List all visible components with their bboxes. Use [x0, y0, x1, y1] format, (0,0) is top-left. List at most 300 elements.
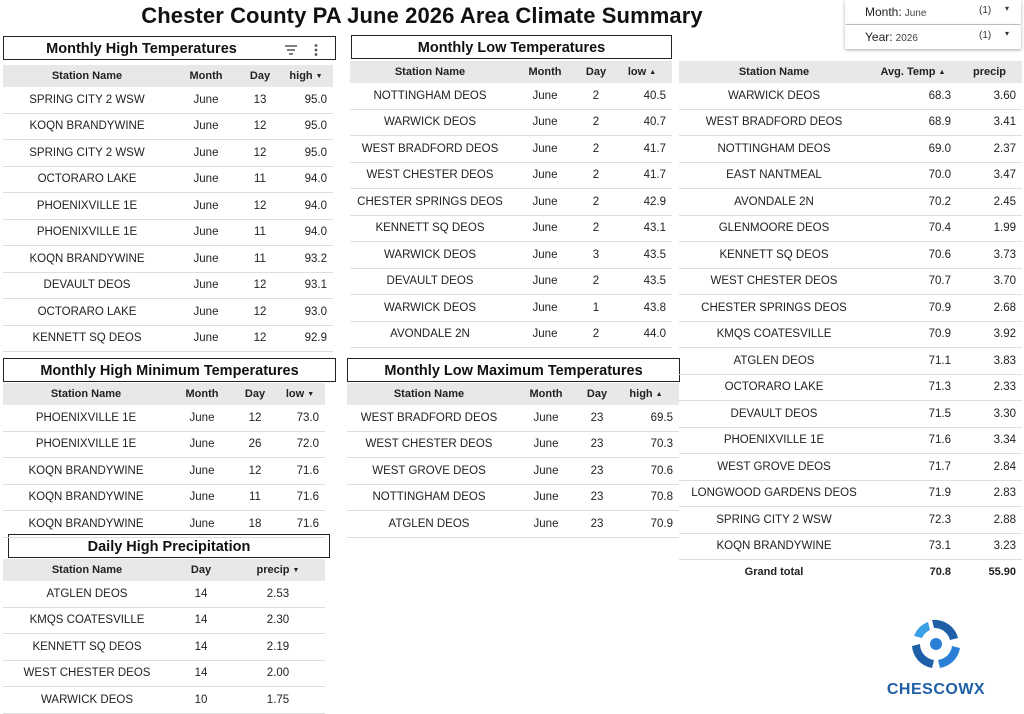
table-cell: 92.9: [279, 325, 333, 352]
table-cell: 12: [241, 140, 279, 167]
table-cell: 3.70: [957, 268, 1022, 295]
table-cell: KOQN BRANDYWINE: [3, 246, 171, 273]
table-row: [3, 484, 325, 511]
low-temps-header-row: [350, 61, 672, 83]
table-cell: ATGLEN DEOS: [679, 348, 869, 375]
low-max-col-station-name[interactable]: Station Name: [347, 383, 511, 405]
table-row: [347, 484, 679, 511]
table-cell: June: [169, 431, 235, 458]
table-cell: June: [171, 140, 241, 167]
high-temps-col-station-name[interactable]: Station Name: [3, 65, 171, 87]
table-cell: 93.2: [279, 246, 333, 273]
table-row: [679, 374, 1022, 401]
sort-descending-icon[interactable]: ▼: [307, 390, 315, 398]
table-cell: 14: [171, 634, 231, 661]
table-cell: 2: [580, 189, 612, 216]
table-cell: NOTTINGHAM DEOS: [679, 136, 869, 163]
table-cell: 94.0: [279, 166, 333, 193]
table-cell: 2.00: [231, 660, 325, 687]
table-row: [3, 272, 333, 299]
high-temps-col-high[interactable]: high ▼: [279, 65, 333, 87]
chevron-down-icon[interactable]: ▾: [1005, 29, 1010, 38]
table-cell: KOQN BRANDYWINE: [3, 511, 169, 538]
table-row: [350, 162, 672, 189]
table-cell: 71.7: [869, 454, 957, 481]
table-row: [3, 431, 325, 458]
month-filter[interactable]: [845, 0, 1021, 24]
table-cell: KOQN BRANDYWINE: [3, 484, 169, 511]
table-cell: 1.99: [957, 215, 1022, 242]
table-cell: 71.6: [275, 484, 325, 511]
table-cell: 43.5: [612, 268, 672, 295]
precip-header-row: [3, 559, 325, 581]
table-cell: DEVAULT DEOS: [3, 272, 171, 299]
table-cell: 71.5: [869, 401, 957, 428]
table-row: [679, 215, 1022, 242]
table-cell: 12: [241, 325, 279, 352]
avg-temps-col-precip[interactable]: precip: [957, 61, 1022, 83]
table-cell: 70.4: [869, 215, 957, 242]
year-filter-value: 2026: [895, 33, 918, 44]
avg-temps-header-row: [679, 61, 1022, 83]
year-filter-label: Year:: [865, 30, 893, 44]
table-cell: June: [510, 295, 580, 322]
table-cell: WARWICK DEOS: [350, 109, 510, 136]
sort-descending-icon[interactable]: ▼: [292, 566, 300, 574]
table-cell: June: [510, 136, 580, 163]
avg-temps-col-station-name[interactable]: Station Name: [679, 61, 869, 83]
table-cell: WARWICK DEOS: [679, 83, 869, 109]
table-cell: 23: [581, 484, 613, 511]
high-min-col-day[interactable]: Day: [235, 383, 275, 405]
table-cell: June: [511, 405, 581, 431]
table-row: [679, 109, 1022, 136]
table-cell: WARWICK DEOS: [350, 242, 510, 269]
month-filter-count: (1): [979, 5, 992, 16]
high-temps-title-box: [3, 36, 336, 60]
low-temps-table: [350, 61, 672, 348]
table-row: [3, 458, 325, 485]
table-cell: 12: [241, 113, 279, 140]
table-cell: KENNETT SQ DEOS: [679, 242, 869, 269]
table-cell: WEST CHESTER DEOS: [347, 431, 511, 458]
table-cell: 12: [241, 272, 279, 299]
table-row: [3, 113, 333, 140]
table-cell: WEST GROVE DEOS: [347, 458, 511, 485]
table-cell: KENNETT SQ DEOS: [350, 215, 510, 242]
table-cell: 12: [241, 193, 279, 220]
table-cell: 23: [581, 405, 613, 431]
table-cell: 70.2: [869, 189, 957, 216]
logo-text: CHESCOWX: [886, 681, 986, 698]
table-cell: 2: [580, 109, 612, 136]
table-cell: June: [511, 458, 581, 485]
table-row: [679, 507, 1022, 534]
table-cell: 10: [171, 687, 231, 714]
table-cell: PHOENIXVILLE 1E: [3, 405, 169, 431]
table-cell: 3.83: [957, 348, 1022, 375]
table-cell: 2.53: [231, 581, 325, 607]
table-cell: 11: [241, 219, 279, 246]
table-cell: 41.7: [612, 162, 672, 189]
table-cell: 70.3: [613, 431, 679, 458]
table-row: [350, 268, 672, 295]
low-temps-col-low[interactable]: low ▲: [612, 61, 672, 83]
table-cell: 23: [581, 458, 613, 485]
table-cell: 68.3: [869, 83, 957, 109]
table-cell: 2: [580, 268, 612, 295]
table-cell: 70.9: [869, 321, 957, 348]
precip-title-box: [8, 534, 330, 558]
chevron-down-icon[interactable]: ▾: [1005, 4, 1010, 13]
logo-swirl-icon: [880, 616, 992, 674]
table-cell: DEVAULT DEOS: [350, 268, 510, 295]
table-cell: 43.5: [612, 242, 672, 269]
table-cell: 2: [580, 321, 612, 348]
table-row: [679, 162, 1022, 189]
table-cell: 95.0: [279, 140, 333, 167]
grand-total-label: Grand total: [744, 566, 804, 578]
low-temps-title: Monthly Low Temperatures: [417, 40, 606, 56]
high-temps-col-day[interactable]: Day: [241, 65, 279, 87]
table-cell: 69.5: [613, 405, 679, 431]
table-row: [3, 219, 333, 246]
table-cell: 12: [235, 458, 275, 485]
table-cell: 2.19: [231, 634, 325, 661]
table-cell: 1: [580, 295, 612, 322]
low-temps-col-month[interactable]: Month: [510, 61, 580, 83]
table-cell: 2.33: [957, 374, 1022, 401]
table-cell: June: [171, 272, 241, 299]
table-cell: June: [510, 268, 580, 295]
table-row: [679, 454, 1022, 481]
table-cell: 2.68: [957, 295, 1022, 322]
table-cell: SPRING CITY 2 WSW: [3, 140, 171, 167]
table-cell: AVONDALE 2N: [350, 321, 510, 348]
table-cell: 2: [580, 83, 612, 109]
table-row: [350, 136, 672, 163]
low-max-title: Monthly Low Maximum Temperatures: [384, 363, 643, 379]
table-row: [350, 83, 672, 109]
table-cell: WEST CHESTER DEOS: [679, 268, 869, 295]
table-row: [3, 634, 325, 661]
high-min-col-low[interactable]: low ▼: [275, 383, 325, 405]
table-cell: 2: [580, 136, 612, 163]
table-cell: LONGWOOD GARDENS DEOS: [679, 480, 869, 507]
table-cell: 2.83: [957, 480, 1022, 507]
high-min-col-month[interactable]: Month: [169, 383, 235, 405]
table-cell: 12: [241, 299, 279, 326]
table-row: [350, 242, 672, 269]
table-cell: June: [171, 299, 241, 326]
table-cell: 26: [235, 431, 275, 458]
avg-temps-col-avg-temp[interactable]: Avg. Temp ▲: [869, 61, 957, 83]
low-temps-title-box: [351, 35, 672, 59]
precip-title: Daily High Precipitation: [87, 539, 251, 555]
table-cell: KENNETT SQ DEOS: [3, 634, 171, 661]
table-cell: June: [510, 242, 580, 269]
grand-total-precip: 55.90: [988, 566, 1016, 578]
table-cell: 70.6: [613, 458, 679, 485]
table-cell: 68.9: [869, 109, 957, 136]
high-temps-header-row: [3, 65, 333, 87]
table-cell: 3.23: [957, 533, 1022, 560]
table-cell: SPRING CITY 2 WSW: [3, 87, 171, 113]
month-filter-value: June: [904, 8, 927, 19]
table-cell: GLENMOORE DEOS: [679, 215, 869, 242]
table-cell: PHOENIXVILLE 1E: [3, 219, 171, 246]
table-row: [679, 480, 1022, 507]
table-cell: SPRING CITY 2 WSW: [679, 507, 869, 534]
table-cell: 70.9: [613, 511, 679, 538]
table-cell: 3.34: [957, 427, 1022, 454]
table-cell: WEST BRADFORD DEOS: [350, 136, 510, 163]
table-cell: 70.9: [869, 295, 957, 322]
table-row: [679, 348, 1022, 375]
table-cell: OCTORARO LAKE: [3, 299, 171, 326]
table-row: [3, 193, 333, 220]
table-cell: WEST CHESTER DEOS: [350, 162, 510, 189]
table-cell: 71.3: [869, 374, 957, 401]
table-cell: June: [169, 405, 235, 431]
table-cell: 3.30: [957, 401, 1022, 428]
table-cell: 70.7: [869, 268, 957, 295]
year-filter[interactable]: [845, 25, 1021, 49]
sort-descending-icon[interactable]: ▼: [315, 72, 323, 80]
table-cell: 94.0: [279, 193, 333, 220]
table-cell: KOQN BRANDYWINE: [3, 458, 169, 485]
table-cell: 14: [171, 581, 231, 607]
table-row: [3, 166, 333, 193]
table-cell: NOTTINGHAM DEOS: [350, 83, 510, 109]
table-row: [3, 581, 325, 607]
table-row: [347, 431, 679, 458]
table-cell: June: [169, 458, 235, 485]
table-cell: June: [171, 246, 241, 273]
table-row: [350, 189, 672, 216]
table-cell: 2.88: [957, 507, 1022, 534]
high-temps-title: Monthly High Temperatures: [46, 41, 237, 57]
table-cell: June: [171, 113, 241, 140]
table-cell: 71.6: [275, 511, 325, 538]
table-cell: ATGLEN DEOS: [347, 511, 511, 538]
table-row: [679, 321, 1022, 348]
table-row: [679, 83, 1022, 109]
low-max-table: [347, 383, 679, 538]
precip-col-station-name[interactable]: Station Name: [3, 559, 171, 581]
table-cell: June: [171, 87, 241, 113]
sort-ascending-icon[interactable]: ▲: [655, 390, 663, 398]
table-cell: KMQS COATESVILLE: [679, 321, 869, 348]
table-row: [3, 607, 325, 634]
precip-col-precip[interactable]: precip ▼: [231, 559, 325, 581]
table-cell: 14: [171, 660, 231, 687]
table-cell: June: [510, 321, 580, 348]
table-cell: 3.92: [957, 321, 1022, 348]
table-cell: 72.0: [275, 431, 325, 458]
table-cell: 18: [235, 511, 275, 538]
table-cell: 2.84: [957, 454, 1022, 481]
high-min-header-row: [3, 383, 325, 405]
table-cell: 71.6: [275, 458, 325, 485]
table-cell: 42.9: [612, 189, 672, 216]
table-cell: 73.1: [869, 533, 957, 560]
table-cell: 3.47: [957, 162, 1022, 189]
filter-lines-icon[interactable]: [284, 37, 298, 61]
table-row: [3, 687, 325, 714]
chescowx-logo: [880, 616, 992, 696]
table-row: [3, 325, 333, 352]
table-cell: June: [169, 484, 235, 511]
table-cell: 41.7: [612, 136, 672, 163]
table-cell: 72.3: [869, 507, 957, 534]
grand-total-row: [679, 560, 1022, 585]
table-cell: 70.8: [613, 484, 679, 511]
table-cell: 40.5: [612, 83, 672, 109]
precip-table: [3, 559, 325, 714]
table-row: [3, 405, 325, 431]
low-max-col-month[interactable]: Month: [511, 383, 581, 405]
table-cell: 2: [580, 215, 612, 242]
table-cell: WEST BRADFORD DEOS: [679, 109, 869, 136]
table-cell: 2: [580, 162, 612, 189]
table-row: [3, 140, 333, 167]
high-min-title-box: [3, 358, 336, 382]
table-row: [3, 246, 333, 273]
high-min-table: [3, 383, 325, 538]
table-cell: 11: [241, 246, 279, 273]
table-row: [3, 87, 333, 113]
table-cell: 93.1: [279, 272, 333, 299]
table-row: [679, 427, 1022, 454]
table-cell: EAST NANTMEAL: [679, 162, 869, 189]
table-cell: 69.0: [869, 136, 957, 163]
table-cell: PHOENIXVILLE 1E: [3, 193, 171, 220]
low-temps-col-day[interactable]: Day: [580, 61, 612, 83]
table-cell: 70.6: [869, 242, 957, 269]
table-cell: PHOENIXVILLE 1E: [679, 427, 869, 454]
table-row: [3, 299, 333, 326]
table-cell: June: [169, 511, 235, 538]
year-filter-count: (1): [979, 30, 992, 41]
table-cell: 14: [171, 607, 231, 634]
low-max-header-row: [347, 383, 679, 405]
table-row: [350, 295, 672, 322]
table-cell: 2.30: [231, 607, 325, 634]
table-row: [350, 215, 672, 242]
table-cell: 12: [235, 405, 275, 431]
table-cell: 11: [235, 484, 275, 511]
table-cell: 13: [241, 87, 279, 113]
table-row: [679, 136, 1022, 163]
table-row: [679, 401, 1022, 428]
table-cell: KENNETT SQ DEOS: [3, 325, 171, 352]
table-cell: 1.75: [231, 687, 325, 714]
table-cell: 71.1: [869, 348, 957, 375]
precip-col-day[interactable]: Day: [171, 559, 231, 581]
table-cell: CHESTER SPRINGS DEOS: [350, 189, 510, 216]
high-temps-table: [3, 65, 333, 352]
table-row: [3, 660, 325, 687]
table-row: [347, 458, 679, 485]
table-cell: June: [511, 484, 581, 511]
table-row: [350, 109, 672, 136]
low-max-title-box: [347, 358, 680, 382]
table-cell: 3: [580, 242, 612, 269]
more-vert-icon[interactable]: [313, 37, 319, 61]
table-cell: 71.9: [869, 480, 957, 507]
table-cell: June: [171, 166, 241, 193]
table-cell: PHOENIXVILLE 1E: [3, 431, 169, 458]
high-temps-col-month[interactable]: Month: [171, 65, 241, 87]
table-cell: 71.6: [869, 427, 957, 454]
table-cell: 3.73: [957, 242, 1022, 269]
table-cell: WEST GROVE DEOS: [679, 454, 869, 481]
table-cell: NOTTINGHAM DEOS: [347, 484, 511, 511]
table-cell: KOQN BRANDYWINE: [679, 533, 869, 560]
table-row: [347, 405, 679, 431]
low-max-col-day[interactable]: Day: [581, 383, 613, 405]
grand-total-avg: 70.8: [929, 566, 951, 578]
table-cell: June: [171, 325, 241, 352]
table-row: [347, 511, 679, 538]
table-cell: June: [511, 431, 581, 458]
table-row: [3, 511, 325, 538]
table-row: [679, 295, 1022, 322]
table-cell: 11: [241, 166, 279, 193]
table-cell: 2.45: [957, 189, 1022, 216]
table-cell: June: [510, 162, 580, 189]
table-row: [679, 189, 1022, 216]
month-filter-label: Month:: [865, 5, 902, 19]
table-cell: 40.7: [612, 109, 672, 136]
table-cell: 95.0: [279, 113, 333, 140]
table-cell: 2.37: [957, 136, 1022, 163]
table-cell: KMQS COATESVILLE: [3, 607, 171, 634]
table-cell: WARWICK DEOS: [3, 687, 171, 714]
page-title: Chester County PA June 2026 Area Climate Summary: [141, 3, 703, 28]
low-max-col-high[interactable]: high ▲: [613, 383, 679, 405]
avg-temps-table: [679, 61, 1022, 584]
table-cell: 23: [581, 511, 613, 538]
table-row: [679, 268, 1022, 295]
table-row: [350, 321, 672, 348]
table-cell: June: [510, 189, 580, 216]
table-cell: AVONDALE 2N: [679, 189, 869, 216]
table-cell: 23: [581, 431, 613, 458]
table-cell: 3.60: [957, 83, 1022, 109]
sort-ascending-icon[interactable]: ▲: [649, 68, 657, 76]
table-cell: OCTORARO LAKE: [679, 374, 869, 401]
sort-ascending-icon[interactable]: ▲: [938, 68, 946, 76]
table-cell: 43.1: [612, 215, 672, 242]
table-cell: KOQN BRANDYWINE: [3, 113, 171, 140]
table-cell: DEVAULT DEOS: [679, 401, 869, 428]
table-cell: WEST CHESTER DEOS: [3, 660, 171, 687]
table-cell: ATGLEN DEOS: [3, 581, 171, 607]
high-min-title: Monthly High Minimum Temperatures: [40, 363, 299, 379]
table-cell: 94.0: [279, 219, 333, 246]
table-row: [679, 242, 1022, 269]
high-min-col-station-name[interactable]: Station Name: [3, 383, 169, 405]
low-temps-col-station-name[interactable]: Station Name: [350, 61, 510, 83]
table-cell: 3.41: [957, 109, 1022, 136]
table-cell: WEST BRADFORD DEOS: [347, 405, 511, 431]
table-cell: 73.0: [275, 405, 325, 431]
table-row: [679, 533, 1022, 560]
table-cell: June: [510, 109, 580, 136]
table-cell: 44.0: [612, 321, 672, 348]
